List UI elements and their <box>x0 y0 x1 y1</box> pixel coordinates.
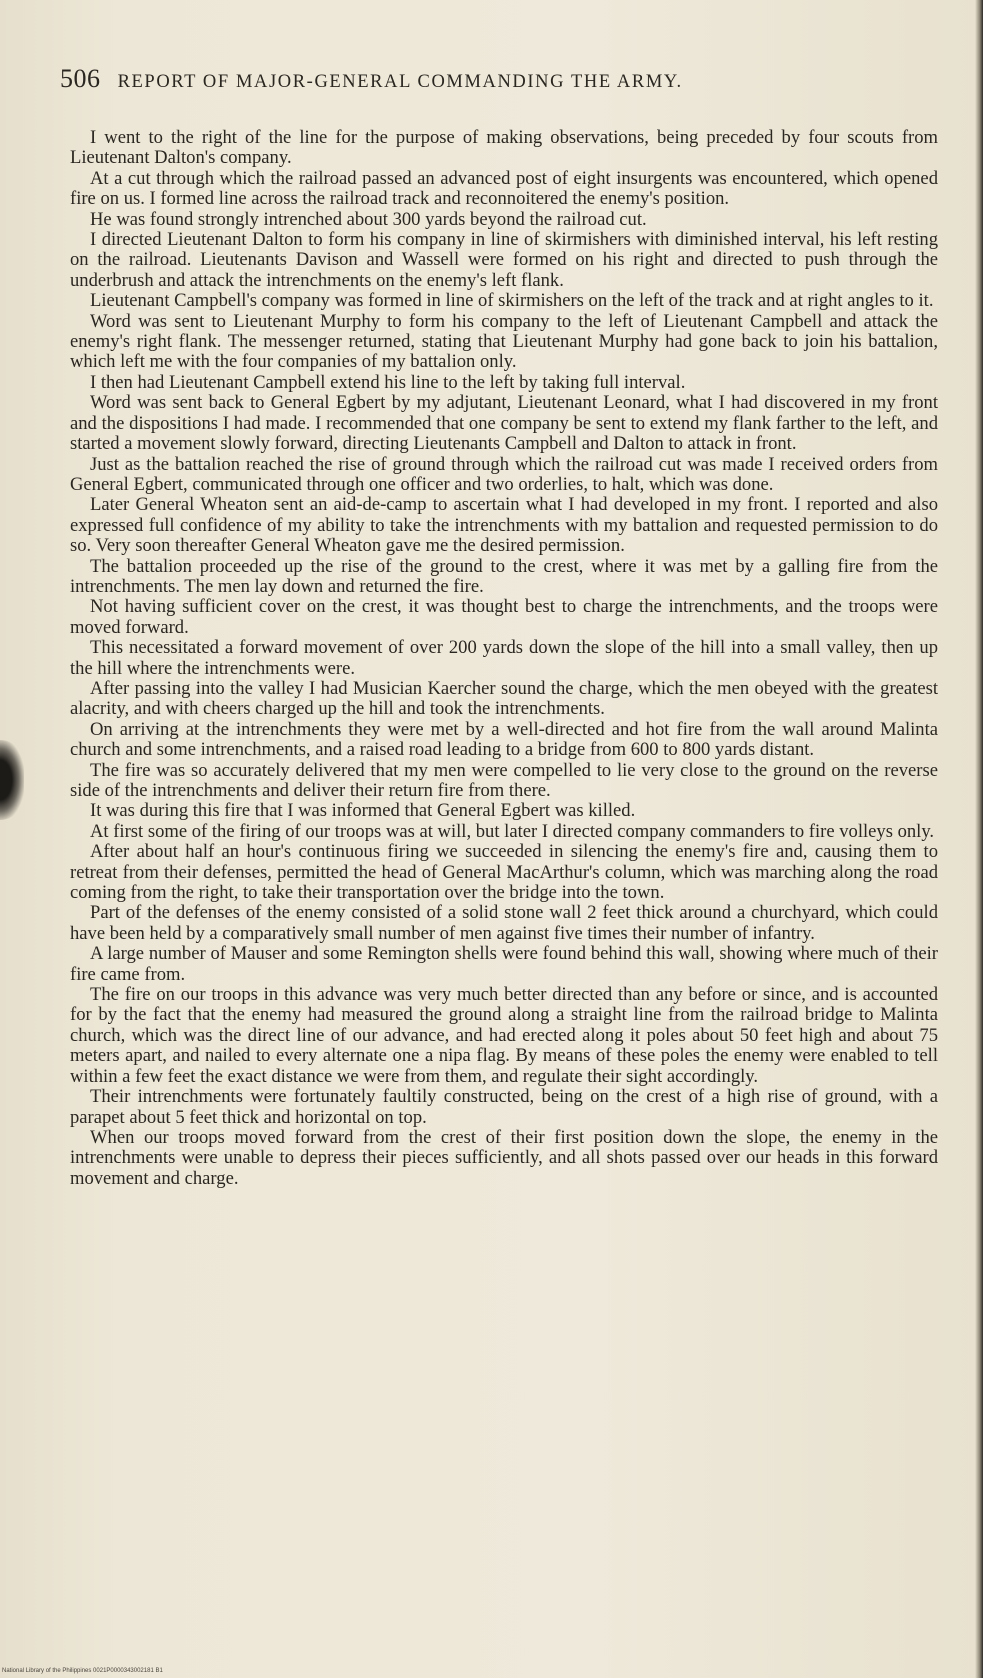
paragraph: Just as the battalion reached the rise of ground through which the railroad cut was made I received orders from General Egbert, communicated through one officer and two orderlies, to halt, which was done. <box>70 453 938 495</box>
paragraph: On arriving at the intrenchments they were met by a well-directed and hot fire from the wall around Malinta church and some intrenchments, and a raised road leading to a bridge from 600 to 800 yards distant. <box>70 718 938 761</box>
scan-credit: National Library of the Philippines 0021P0000343002181 B1 <box>2 1668 163 1674</box>
paragraph: Part of the defenses of the enemy consisted of a solid stone wall 2 feet thick around a churchyard, which could have been held by a comparatively small number of men against five times their number of infantry. <box>70 902 938 944</box>
paragraph: Later General Wheaton sent an aid-de-camp to ascertain what I had developed in my front. I reported and also expressed full confidence of my ability to take the intrenchments with my battalion and requested permission to do so. Very soon thereafter General Wheaton gave me the desired permission. <box>70 494 938 557</box>
paragraph: It was during this fire that I was informed that General Egbert was killed. <box>90 800 636 822</box>
paragraph: The fire on our troops in this advance was very much better directed than any before or since, and is accounted for by the fact that the enemy had measured the ground along a straight line from the railroad bridge to Malinta church, which was the direct line of our advance, and had erected along it poles about 50 feet high and about 75 meters apart, and nailed to every alternate one a nipa flag. By means of these poles the enemy were enabled to tell within a few feet the exact distance we were from them, and regulate their sight accordingly. <box>70 984 938 1087</box>
page-header <box>60 64 940 94</box>
paragraph: I directed Lieutenant Dalton to form his company in line of skirmishers with diminished interval, his left resting on the railroad. Lieutenants Davison and Wassell were formed on his right and directed to push through the underbrush and attack the intrenchments on the enemy's left flank. <box>70 229 938 291</box>
paragraph: After about half an hour's continuous firing we succeeded in silencing the enemy's fire and, causing them to retreat from their defenses, permitted the head of General MacArthur's column, which was marching along the road coming from the right, to take their transportation over the bridge into the town. <box>70 841 938 904</box>
page-number: 506 <box>60 64 101 93</box>
paragraph: At a cut through which the railroad passed an advanced post of eight insurgents was encountered, which opened fire on us. I formed line across the railroad track and reconnoitered the enemy's position. <box>70 167 938 210</box>
paragraph: Their intrenchments were fortunately faultily constructed, being on the crest of a high rise of ground, with a parapet about 5 feet thick and horizontal on top. <box>70 1086 938 1128</box>
paragraph: At first some of the firing of our troops was at will, but later I directed company commanders to fire volleys only. <box>90 820 935 842</box>
paragraph: The battalion proceeded up the rise of the ground to the crest, where it was met by a galling fire from the intrenchments. The men lay down and returned the fire. <box>70 555 938 597</box>
paragraph: When our troops moved forward from the crest of their first position down the slope, the enemy in the intrenchments were unable to depress their pieces sufficiently, and all shots passed over our heads in this forward movement and charge. <box>70 1126 938 1189</box>
paragraph: A large number of Mauser and some Remington shells were found behind this wall, showing where much of their fire came from. <box>70 943 938 985</box>
page-edge-shadow <box>975 0 983 1678</box>
paragraph: Lieutenant Campbell's company was formed in line of skirmishers on the left of the track and at right angles to it. <box>90 290 934 312</box>
paragraph: He was found strongly intrenched about 300 yards beyond the railroad cut. <box>90 208 647 230</box>
paragraph: After passing into the valley I had Musician Kaercher sound the charge, which the men obeyed with the greatest alacrity, and with cheers charged up the hill and took the intrenchments. <box>70 677 938 720</box>
running-head: REPORT OF MAJOR-GENERAL COMMANDING THE ARMY. <box>117 72 683 92</box>
ink-smudge <box>0 740 24 820</box>
paragraph: Not having sufficient cover on the crest, it was thought best to charge the intrenchments, and the troops were moved forward. <box>70 596 938 638</box>
report-body <box>70 128 938 1189</box>
paragraph: I went to the right of the line for the purpose of making observations, being preceded by four scouts from Lieutenant Dalton's company. <box>70 127 938 169</box>
paragraph: The fire was so accurately delivered that my men were compelled to lie very close to the ground on the reverse side of the intrenchments and deliver their return fire from there. <box>70 759 938 801</box>
paragraph: Word was sent to Lieutenant Murphy to form his company to the left of Lieutenant Campbell and attack the enemy's right flank. The messenger returned, stating that Lieutenant Murphy had gone back to join his battalion, which left me with the four companies of my battalion only. <box>70 310 938 373</box>
paragraph: This necessitated a forward movement of over 200 yards down the slope of the hill into a small valley, then up the hill where the intrenchments were. <box>70 637 938 679</box>
paragraph: Word was sent back to General Egbert by my adjutant, Lieutenant Leonard, what I had discovered in my front and the dispositions I had made. I recommended that one company be sent to extend my flank farther to the left, and started a movement slowly forward, directing Lieutenants Campbell and Dalton to attack in front. <box>70 392 938 455</box>
paragraph: I then had Lieutenant Campbell extend his line to the left by taking full interval. <box>90 371 686 393</box>
